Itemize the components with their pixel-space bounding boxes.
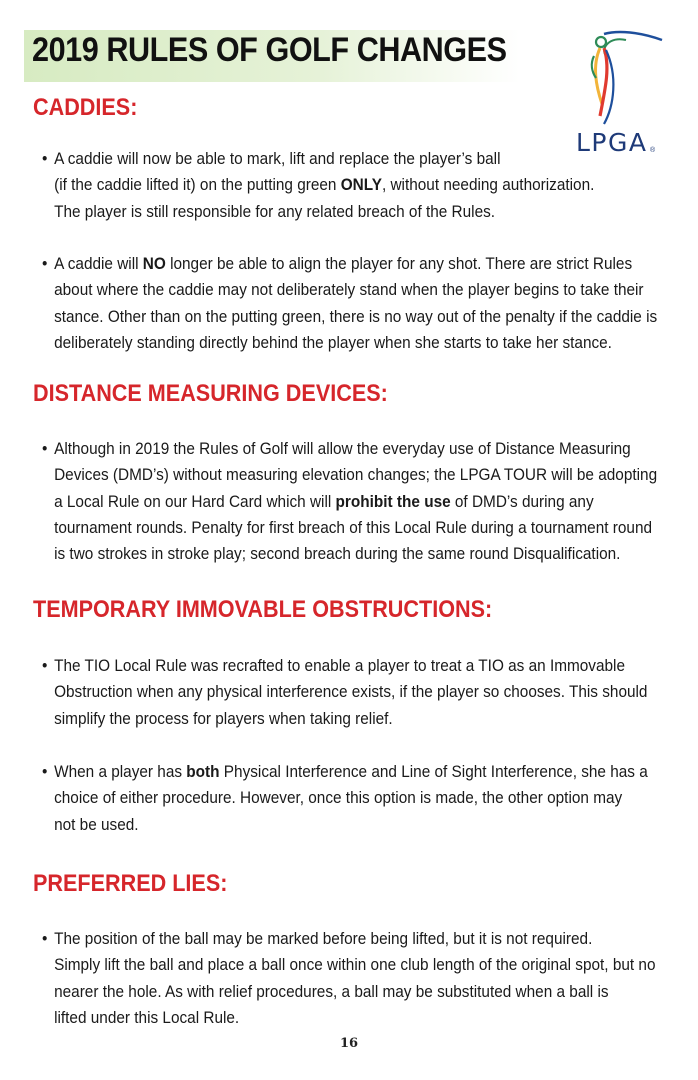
text-line: (if the caddie lifted it) on the putting green ONLY, without needing authorization. — [54, 176, 595, 195]
text-line: Obstruction when any physical interference exists, if the player so chooses. This should — [54, 683, 648, 702]
text-line: Devices (DMD’s) without measuring elevation changes; the LPGA TOUR will be adopting — [54, 466, 658, 485]
bullet-dot: • — [42, 255, 48, 273]
text-line: A caddie will NO longer be able to align the player for any shot. There are strict Rules — [54, 255, 633, 273]
text-line: nearer the hole. As with relief procedures, a ball may be substituted when a ball is — [54, 982, 609, 1001]
bullet-dot: • — [42, 657, 48, 675]
text-line: A caddie will now be able to mark, lift and replace the player’s ball — [54, 150, 501, 168]
text-line: The player is still responsible for any related breach of the Rules. — [54, 202, 496, 221]
bullet-dmd — [42, 436, 657, 567]
text-line: lifted under this Local Rule. — [54, 1008, 240, 1027]
text-line: simplify the process for players when taking relief. — [54, 709, 393, 728]
bold-text: prohibit the use — [335, 492, 451, 511]
text-line: The TIO Local Rule was recrafted to enable a player to treat a TIO as an Immovable — [54, 657, 625, 675]
text-line: When a player has both Physical Interference and Line of Sight Interference, she has a — [54, 763, 648, 781]
heading-distance-measuring-devices: DISTANCE MEASURING DEVICES: — [33, 380, 388, 407]
bullet-dot: • — [42, 930, 48, 948]
bullet-dot: • — [42, 150, 48, 168]
text-line: Although in 2019 the Rules of Golf will allow the everyday use of Distance Measuring — [54, 440, 631, 458]
bullet-tio-both-interference — [42, 759, 648, 838]
bold-text: ONLY — [340, 176, 382, 195]
bullet-tio-local-rule — [42, 653, 647, 732]
text-line: deliberately standing directly behind the player when she starts to take her stance. — [54, 333, 612, 352]
heading-caddies: CADDIES: — [33, 94, 138, 121]
page-number: 16 — [339, 1036, 359, 1051]
text-line: not be used. — [54, 815, 139, 834]
text-line: The position of the ball may be marked before being lifted, but it is not required. — [54, 930, 593, 948]
bold-text: NO — [142, 255, 166, 273]
text-line: choice of either procedure. However, once this option is made, the other option may — [54, 789, 623, 808]
bullet-dot: • — [42, 440, 48, 458]
bullet-preferred-lies — [42, 926, 655, 1031]
heading-temporary-immovable-obstructions: TEMPORARY IMMOVABLE OBSTRUCTIONS: — [33, 596, 493, 623]
text-line: Simply lift the ball and place a ball once within one club length of the original spot, but no — [54, 956, 656, 975]
bold-text: both — [186, 763, 220, 781]
text-line: tournament rounds. Penalty for first breach of this Local Rule during a tournament round — [54, 518, 653, 537]
text-line: is two strokes in stroke play; second breach during the same round Disqualification. — [54, 545, 621, 564]
bullet-dot: • — [42, 763, 48, 781]
text-line: about where the caddie may not deliberately stand when the player begins to take their — [54, 281, 644, 300]
lpga-logo-text: LPGA — [576, 128, 648, 157]
bullet-caddie-align — [42, 251, 657, 356]
text-line: stance. Other than on the putting green, there is no way out of the penalty if the caddie is — [54, 307, 658, 326]
text-line: a Local Rule on our Hard Card which will prohibit the use of DMD’s during any — [54, 492, 594, 511]
page-title: 2019 RULES OF GOLF CHANGES — [32, 31, 507, 69]
heading-preferred-lies: PREFERRED LIES: — [33, 870, 228, 897]
bullet-caddie-mark-ball — [42, 146, 594, 225]
registered-mark: ® — [650, 147, 656, 154]
